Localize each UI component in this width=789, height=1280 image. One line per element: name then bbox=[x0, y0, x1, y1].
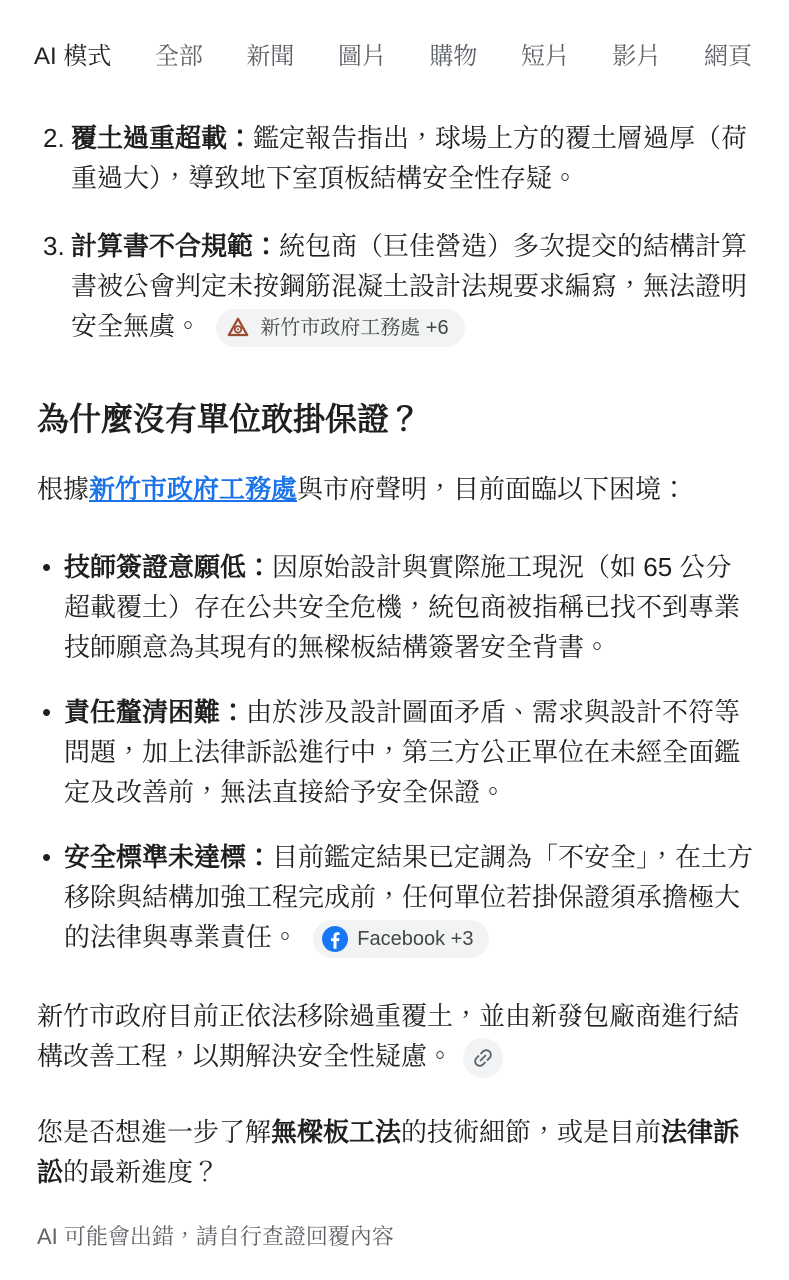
source-chip-label: 新竹市政府工務處 +6 bbox=[260, 317, 449, 340]
ai-disclaimer bbox=[0, 1222, 789, 1280]
bullet-dot: • bbox=[42, 697, 52, 728]
ai-answer-body bbox=[0, 72, 789, 1192]
tab-news[interactable]: 新聞 bbox=[246, 43, 295, 70]
bullet-dot: • bbox=[42, 552, 52, 583]
item-text: 由於涉及設計圖面矛盾、需求與設計不符等問題，加上法律訴訟進行中，第三方公正單位在未經全面鑑定及改善前，無法直接給予安全保證。 bbox=[64, 697, 741, 808]
bullet-item-3 bbox=[37, 837, 755, 958]
followup-topic-2: 法律訴訟 bbox=[37, 1117, 740, 1188]
bullet-dot: • bbox=[42, 842, 52, 873]
facebook-icon bbox=[322, 926, 348, 952]
tab-all[interactable]: 全部 bbox=[154, 43, 203, 70]
item-title: 安全標準未達標： bbox=[64, 842, 273, 873]
section-heading: 為什麼沒有單位敢掛保證？ bbox=[37, 401, 422, 438]
bullet-item-2 bbox=[37, 692, 755, 812]
item-title: 責任釐清困難： bbox=[64, 697, 247, 728]
followup-topic-1: 無樑板工法 bbox=[271, 1117, 402, 1148]
tab-ai-mode[interactable]: AI 模式 bbox=[34, 43, 112, 70]
list-number: 3. bbox=[43, 231, 65, 261]
item-title: 技師簽證意願低： bbox=[64, 552, 273, 583]
hsinchu-gov-link[interactable]: 新竹市政府工務處 bbox=[89, 474, 298, 505]
item-title: 覆土過重超載： bbox=[71, 123, 254, 153]
numbered-item-3 bbox=[37, 226, 755, 347]
government-seal-icon bbox=[225, 315, 251, 341]
tab-images[interactable]: 圖片 bbox=[337, 43, 386, 70]
search-tabs bbox=[0, 0, 789, 72]
source-chip-label: Facebook +3 bbox=[357, 928, 474, 951]
item-title: 計算書不合規範： bbox=[71, 231, 280, 261]
source-chip-hsinchu-gov[interactable] bbox=[216, 309, 464, 347]
followup-question: 您是否想進一步了解無樑板工法的技術細節，或是目前法律訴訟的最新進度？ bbox=[37, 1117, 740, 1188]
item-text: 目前鑑定結果已定調為「不安全」，在土方移除與結構加強工程完成前，任何單位若掛保證須承擔極大的法律與專業責任。 bbox=[64, 842, 754, 953]
intro-paragraph: 根據新竹市政府工務處與市府聲明，目前面臨以下困境： bbox=[37, 474, 688, 505]
tab-web[interactable]: 網頁 bbox=[703, 43, 752, 70]
list-number: 2. bbox=[43, 123, 65, 153]
bullet-list bbox=[37, 547, 755, 958]
closing-paragraph: 新竹市政府目前正依法移除過重覆土，並由新發包廠商進行結構改善工程，以期解決安全性疑慮。 bbox=[37, 996, 755, 1078]
tab-shopping[interactable]: 購物 bbox=[429, 43, 478, 70]
tab-videos[interactable]: 影片 bbox=[612, 43, 661, 70]
item-text: 鑑定報告指出，球場上方的覆土層過厚（荷重過大），導致地下室頂板結構安全性存疑。 bbox=[71, 123, 748, 193]
link-icon[interactable] bbox=[463, 1038, 503, 1078]
bullet-item-1 bbox=[37, 547, 755, 667]
item-text: 統包商（巨佳營造）多次提交的結構計算書被公會判定未按鋼筋混凝土設計法規要求編寫，無法證明安全無虞。 bbox=[71, 231, 748, 341]
disclaimer-text: AI 可能會出錯，請自行查證回覆內容 bbox=[37, 1224, 394, 1250]
source-chip-facebook[interactable] bbox=[313, 920, 489, 958]
tab-short-videos[interactable]: 短片 bbox=[520, 43, 569, 70]
numbered-item-2 bbox=[37, 118, 755, 198]
item-text: 因原始設計與實際施工現況（如 65 公分超載覆土）存在公共安全危機，統包商被指稱已找不到專業技師願意為其現有的無樑板結構簽署安全背書。 bbox=[64, 552, 741, 663]
